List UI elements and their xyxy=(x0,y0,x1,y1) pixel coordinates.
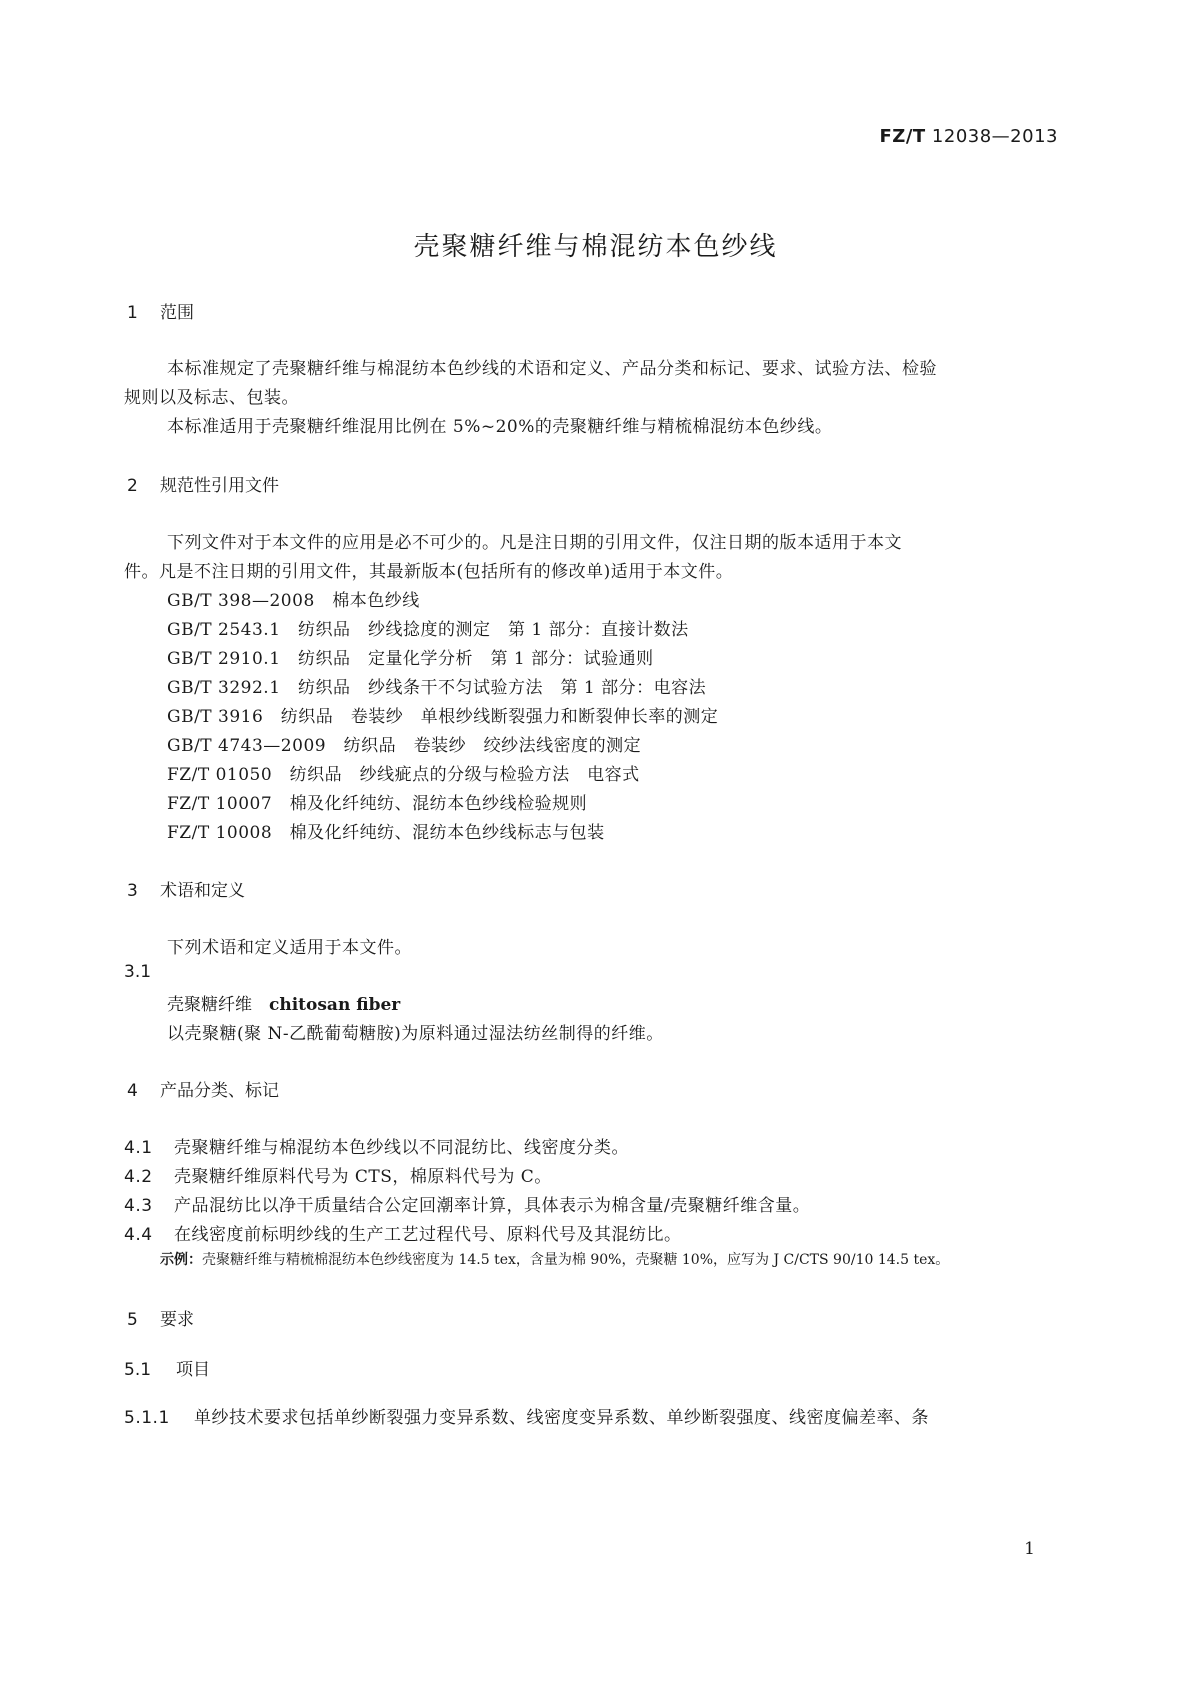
example-note: 示例：壳聚糖纤维与精梳棉混纺本色纱线密度为 14.5 tex，含量为棉 90%，壳聚糖 10%，应写为 J C/CTS 90/10 14.5 tex。 xyxy=(160,1252,950,1268)
section-1-paragraph-2: 本标准适用于壳聚糖纤维混用比例在 5%~20%的壳聚糖纤维与精梳棉混纺本色纱线。 xyxy=(167,417,833,437)
section-2-paragraph-line2: 件。凡是不注日期的引用文件，其最新版本(包括所有的修改单)适用于本文件。 xyxy=(124,562,734,582)
standard-code: FZ/T 12038—2013 xyxy=(879,126,1058,147)
section-1-paragraph-line2: 规则以及标志、包装。 xyxy=(124,388,299,408)
subsection-5-1-heading: 5.1 项目 xyxy=(124,1360,210,1380)
section-3-heading: 3 术语和定义 xyxy=(127,881,245,901)
section-3-intro: 下列术语和定义适用于本文件。 xyxy=(167,938,412,958)
reference-item: GB/T 4743—2009 纺织品 卷装纱 绞纱法线密度的测定 xyxy=(167,736,642,756)
reference-item: FZ/T 10007 棉及化纤纯纺、混纺本色纱线检验规则 xyxy=(167,794,588,814)
section-2-heading: 2 规范性引用文件 xyxy=(127,476,279,496)
clause-4-3: 4.3 产品混纺比以净干质量结合公定回潮率计算，具体表示为棉含量/壳聚糖纤维含量。 xyxy=(124,1196,811,1216)
reference-item: FZ/T 01050 纺织品 纱线疵点的分级与检验方法 电容式 xyxy=(167,765,640,785)
page-number: 1 xyxy=(1024,1539,1035,1559)
section-1-paragraph-line1: 本标准规定了壳聚糖纤维与棉混纺本色纱线的术语和定义、产品分类和标记、要求、试验方法、检验 xyxy=(167,359,937,379)
term-definition: 以壳聚糖(聚 N-乙酰葡萄糖胺)为原料通过湿法纺丝制得的纤维。 xyxy=(167,1024,664,1044)
section-4-heading: 4 产品分类、标记 xyxy=(127,1081,279,1101)
document-title: 壳聚糖纤维与棉混纺本色纱线 xyxy=(413,232,778,262)
reference-item: GB/T 3916 纺织品 卷装纱 单根纱线断裂强力和断裂伸长率的测定 xyxy=(167,707,719,727)
term-heading: 壳聚糖纤维 chitosan fiber xyxy=(167,995,401,1015)
term-number: 3.1 xyxy=(124,962,152,982)
reference-item: FZ/T 10008 棉及化纤纯纺、混纺本色纱线标志与包装 xyxy=(167,823,605,843)
section-1-heading: 1 范围 xyxy=(127,303,194,323)
reference-item: GB/T 3292.1 纺织品 纱线条干不匀试验方法 第 1 部分：电容法 xyxy=(167,678,707,698)
reference-item: GB/T 398—2008 棉本色纱线 xyxy=(167,591,420,611)
section-2-paragraph-line1: 下列文件对于本文件的应用是必不可少的。凡是注日期的引用文件，仅注日期的版本适用于本文 xyxy=(167,533,902,553)
section-5-heading: 5 要求 xyxy=(127,1310,194,1330)
clause-5-1-1: 5.1.1 单纱技术要求包括单纱断裂强力变异系数、线密度变异系数、单纱断裂强度、线密度偏差率、条 xyxy=(124,1408,929,1428)
reference-item: GB/T 2910.1 纺织品 定量化学分析 第 1 部分：试验通则 xyxy=(167,649,654,669)
clause-4-1: 4.1 壳聚糖纤维与棉混纺本色纱线以不同混纺比、线密度分类。 xyxy=(124,1138,629,1158)
clause-4-2: 4.2 壳聚糖纤维原料代号为 CTS，棉原料代号为 C。 xyxy=(124,1167,552,1187)
clause-4-4: 4.4 在线密度前标明纱线的生产工艺过程代号、原料代号及其混纺比。 xyxy=(124,1225,682,1245)
reference-item: GB/T 2543.1 纺织品 纱线捻度的测定 第 1 部分：直接计数法 xyxy=(167,620,689,640)
